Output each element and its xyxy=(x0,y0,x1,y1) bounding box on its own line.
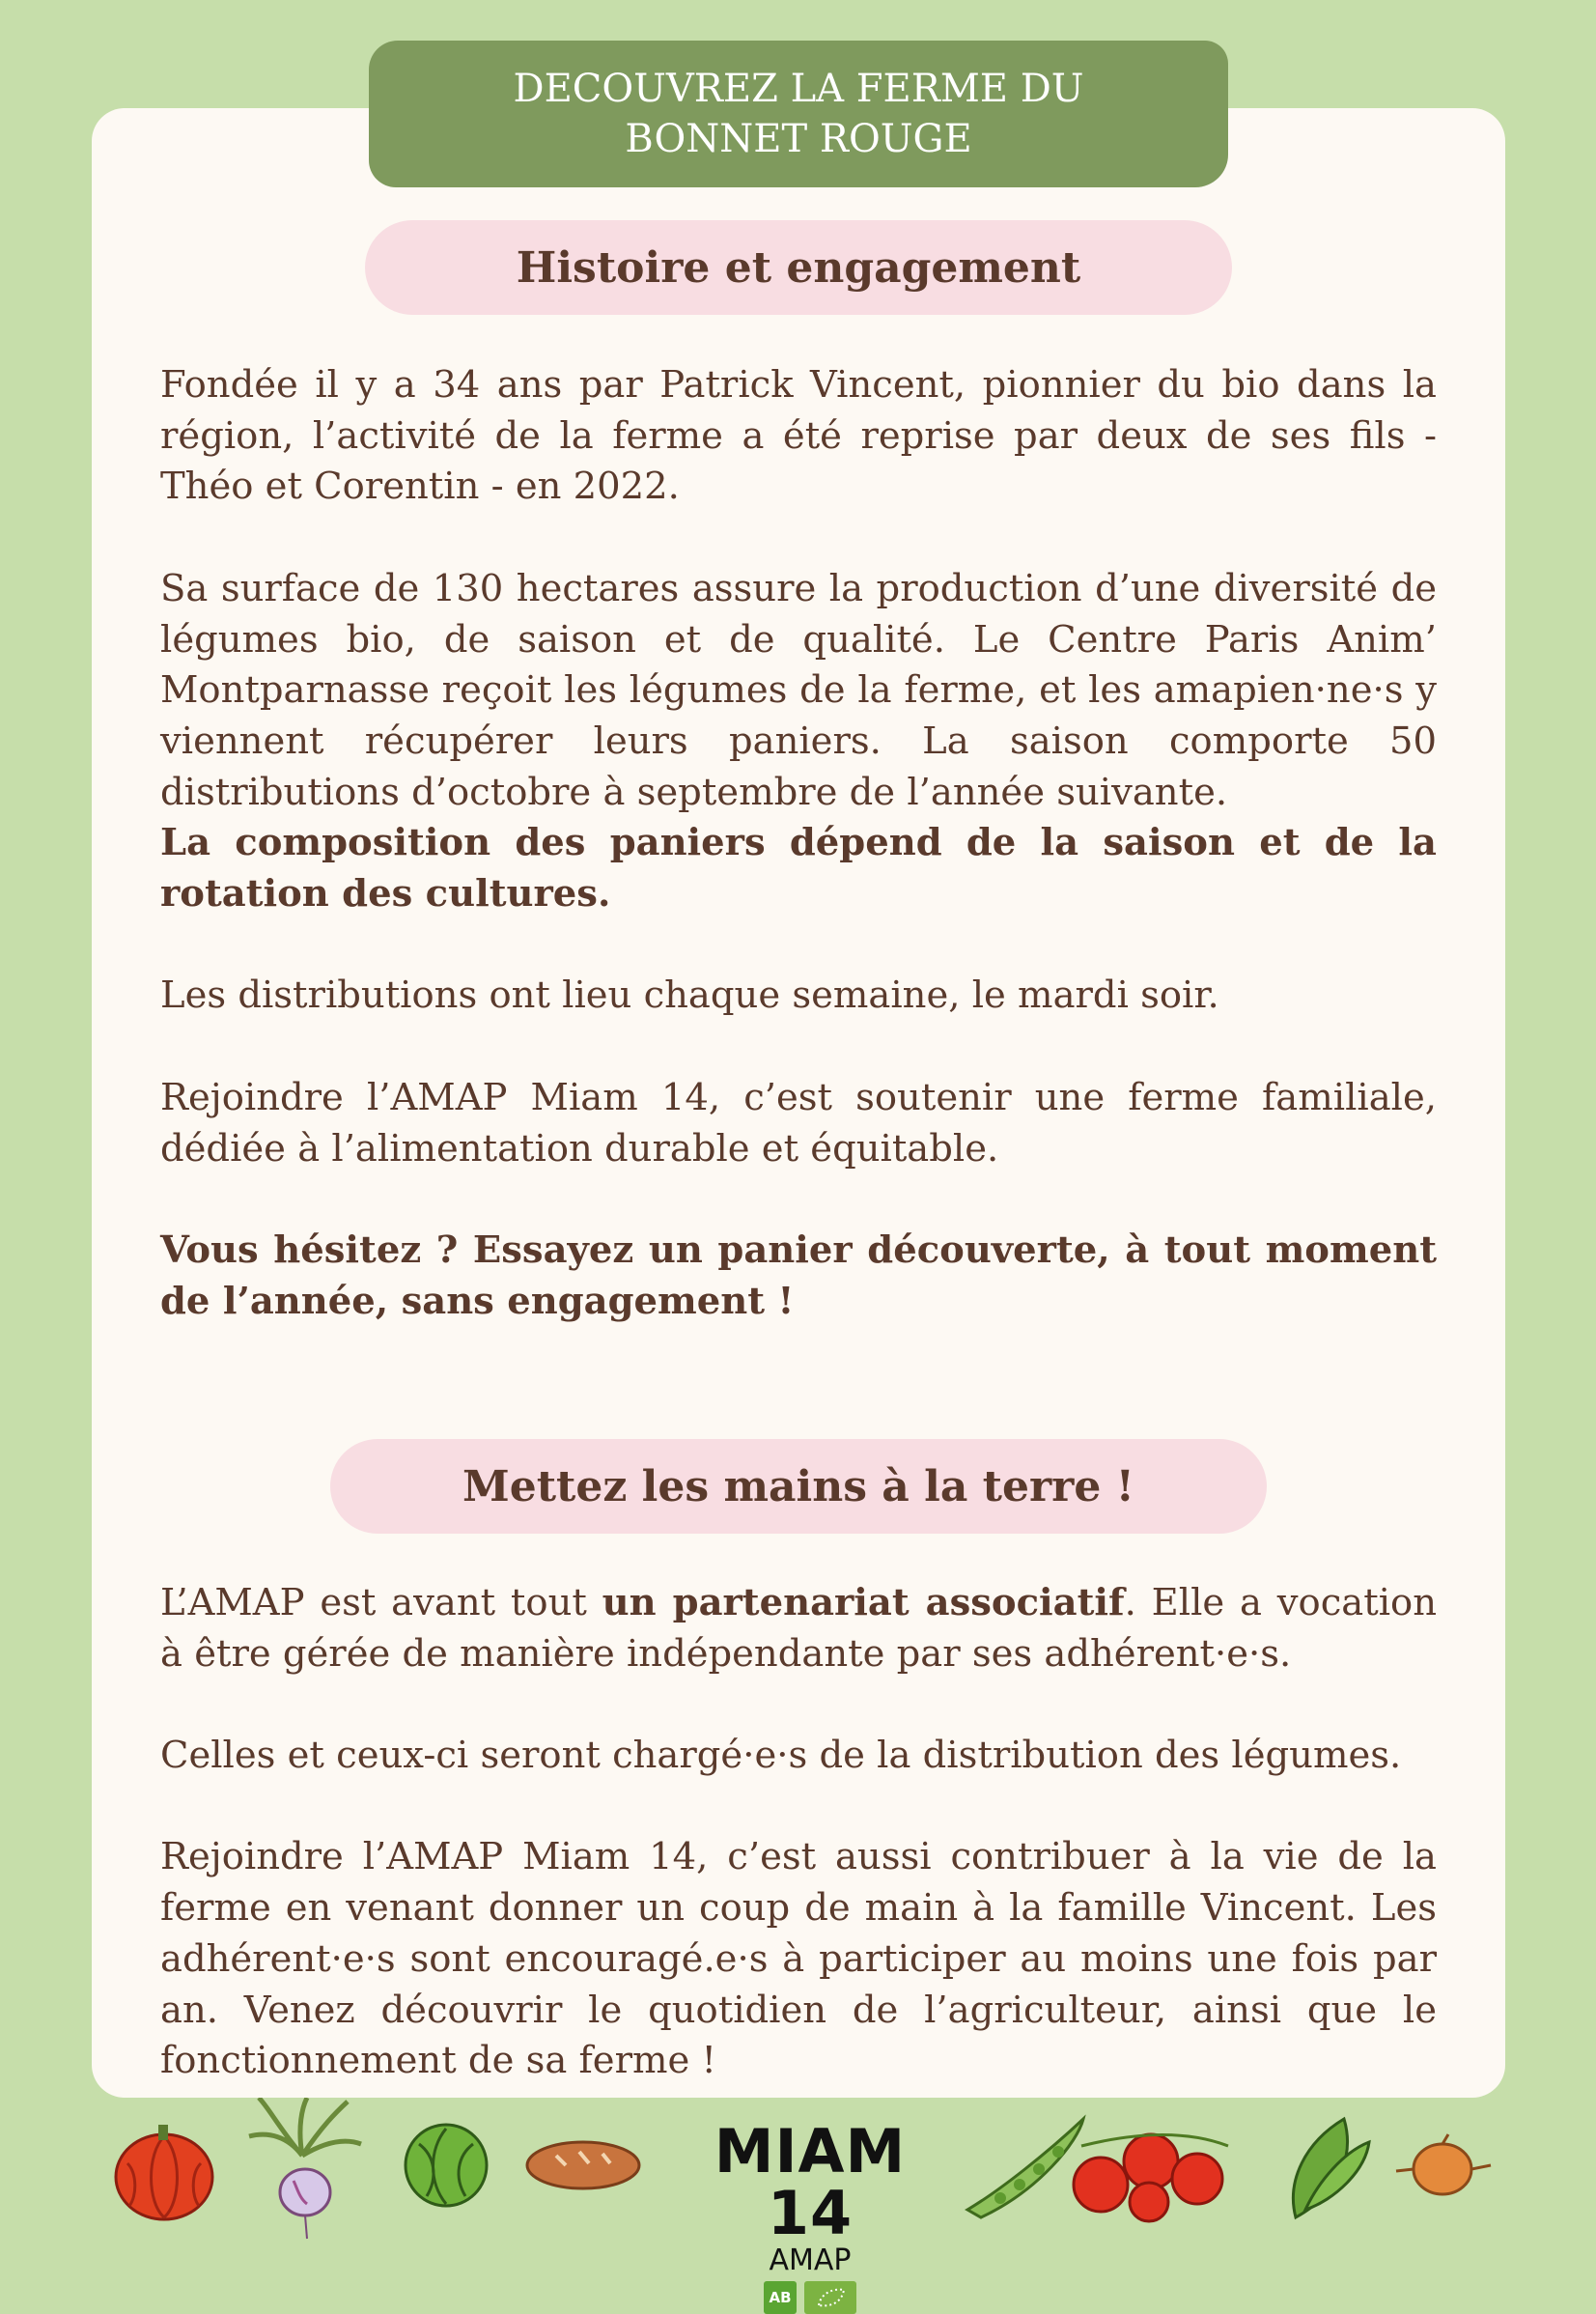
history-paragraph-4: Les distributions ont lieu chaque semaine, le mardi soir. xyxy=(160,974,1219,1018)
history-paragraph-3: La composition des paniers dépend de la saison et de la rotation des cultures. xyxy=(160,821,1437,917)
history-paragraph-5: Rejoindre l’AMAP Miam 14, c’est soutenir une ferme familiale, dédiée à l’alimentation durable et équitable. xyxy=(160,1075,1437,1171)
hands-p1-bold: un partenariat associatif xyxy=(602,1581,1125,1624)
onion-icon xyxy=(1390,2132,1495,2200)
amap-logo xyxy=(670,2116,950,2314)
brand-subtitle: AMAP xyxy=(769,2243,852,2277)
pumpkin-icon xyxy=(108,2115,220,2227)
history-paragraph-2: Sa surface de 130 hectares assure la production d’une diversité de légumes bio, de saison et de qualité. Le Centre Paris Anim’ Montparnasse reçoit les légumes de la ferme, et les amapien·ne·s y viennent récupérer leurs paniers. La saison comporte 50 distributions d’octobre à septembre de l’année suivante. xyxy=(160,566,1437,814)
title-line-2: BONNET ROUGE xyxy=(625,117,972,161)
bread-icon xyxy=(523,2132,643,2194)
section-hands-body xyxy=(160,1578,1437,2087)
eu-organic-leaf-icon xyxy=(804,2281,856,2314)
hands-paragraph-1 xyxy=(160,1578,1437,1679)
spinach-icon xyxy=(1276,2113,1375,2221)
tomatoes-icon xyxy=(1062,2117,1246,2223)
section-heading-hands: Mettez les mains à la terre ! xyxy=(330,1439,1267,1534)
section-history-body xyxy=(160,360,1437,1327)
hands-p1-end: . Elle a vocation à être gérée de manière indépendante par ses adhérent·e·s. xyxy=(160,1581,1437,1676)
hands-p1-start: L’AMAP est avant tout xyxy=(160,1581,602,1624)
hands-paragraph-2: Celles et ceux-ci seront chargé·e·s de la distribution des légumes. xyxy=(160,1734,1402,1778)
hands-paragraph-3: Rejoindre l’AMAP Miam 14, c’est aussi contribuer à la vie de la ferme en venant donner un coup de main à la famille Vincent. Les adhérent·e·s sont encouragé.e·s à participer au moins une fois par an. Venez découvrir le quotidien de l’agriculteur, ainsi que le fonctionnement de sa ferme ! xyxy=(160,1835,1437,2083)
history-paragraph-1: Fondée il y a 34 ans par Patrick Vincent, pionnier du bio dans la région, l’activité de la ferme a été reprise par deux de ses fils - Théo et Corentin - en 2022. xyxy=(160,363,1437,509)
turnip-icon xyxy=(239,2098,365,2243)
ab-organic-icon: AB xyxy=(764,2281,797,2314)
title-line-1: DECOUVREZ LA FERME DU xyxy=(513,67,1084,111)
history-paragraph-6: Vous hésitez ? Essayez un panier découverte, à tout moment de l’année, sans engagement ! xyxy=(160,1228,1437,1323)
organic-labels xyxy=(670,2281,950,2314)
title-banner xyxy=(369,41,1228,187)
cabbage-icon xyxy=(400,2121,492,2210)
brand-name: MIAM 14 xyxy=(714,2116,907,2248)
section-heading-history: Histoire et engagement xyxy=(365,220,1232,315)
